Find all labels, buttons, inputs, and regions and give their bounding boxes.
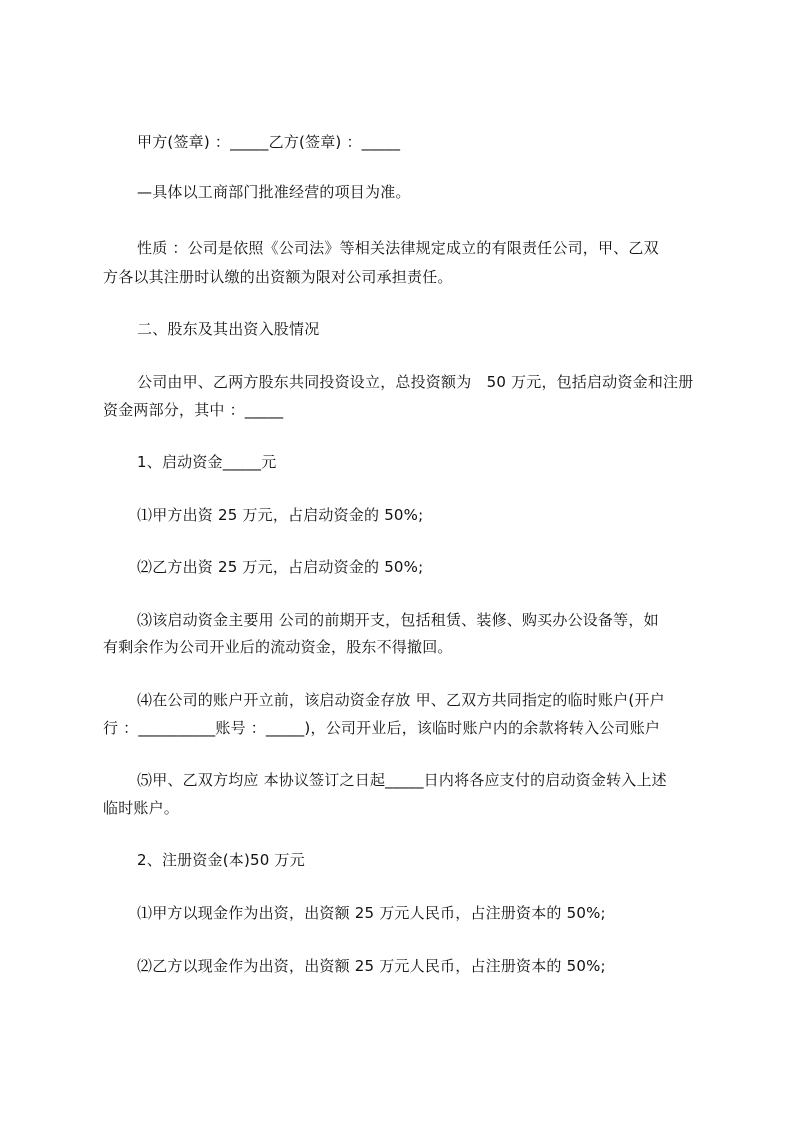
registered-item-2: ⑵乙方以现金作为出资，出资额 25 万元人民币，占注册资本的 50%; xyxy=(137,957,606,975)
nature-paragraph-line1: 性质 ：公司是依照《公司法》等相关法律规定成立的有限责任公司，甲、乙双 xyxy=(137,239,659,257)
investment-paragraph-line2: 资金两部分，其中 ：_____ xyxy=(103,401,284,419)
startup-item-3-line2: 有剩余作为公司开业后的流动资金，股东不得撤回。 xyxy=(103,638,453,656)
startup-item-5-line1: ⑸甲、乙双方均应 本协议签订之日起_____日内将各应支付的启动资金转入上述 xyxy=(137,771,667,789)
startup-item-4-line1: ⑷在公司的账户开立前，该启动资金存放 甲、乙双方共同指定的临时账户(开户 xyxy=(137,691,665,709)
signature-line: 甲方(签章) ：_____乙方(签章) ：_____ xyxy=(137,133,401,151)
startup-item-2: ⑵乙方出资 25 万元，占启动资金的 50%; xyxy=(137,558,424,576)
investment-paragraph-line1: 公司由甲、乙两方股东共同投资设立，总投资额为 50 万元，包括启动资金和注册 xyxy=(137,373,694,391)
startup-item-3-line1: ⑶该启动资金主要用 公司的前期开支，包括租赁、装修、购买办公设备等，如 xyxy=(137,611,659,629)
nature-paragraph-line2: 方各以其注册时认缴的出资额为限对公司承担责任。 xyxy=(103,268,453,286)
startup-item-1: ⑴甲方出资 25 万元，占启动资金的 50%; xyxy=(137,506,424,524)
registered-capital-heading: 2、注册资金(本)50 万元 xyxy=(137,851,305,869)
startup-item-4-line2: 行 ：__________账号 ：_____)，公司开业后，该临时账户内的余款将转入公司账户 xyxy=(103,719,661,737)
registered-item-1: ⑴甲方以现金作为出资，出资额 25 万元人民币，占注册资本的 50%; xyxy=(137,904,606,922)
startup-capital-heading: 1、启动资金_____元 xyxy=(137,453,277,471)
scope-note: —具体以工商部门批准经营的项目为准。 xyxy=(137,183,411,201)
startup-item-5-line2: 临时账户。 xyxy=(103,799,180,817)
section-two-heading: 二、股东及其出资入股情况 xyxy=(137,320,320,338)
